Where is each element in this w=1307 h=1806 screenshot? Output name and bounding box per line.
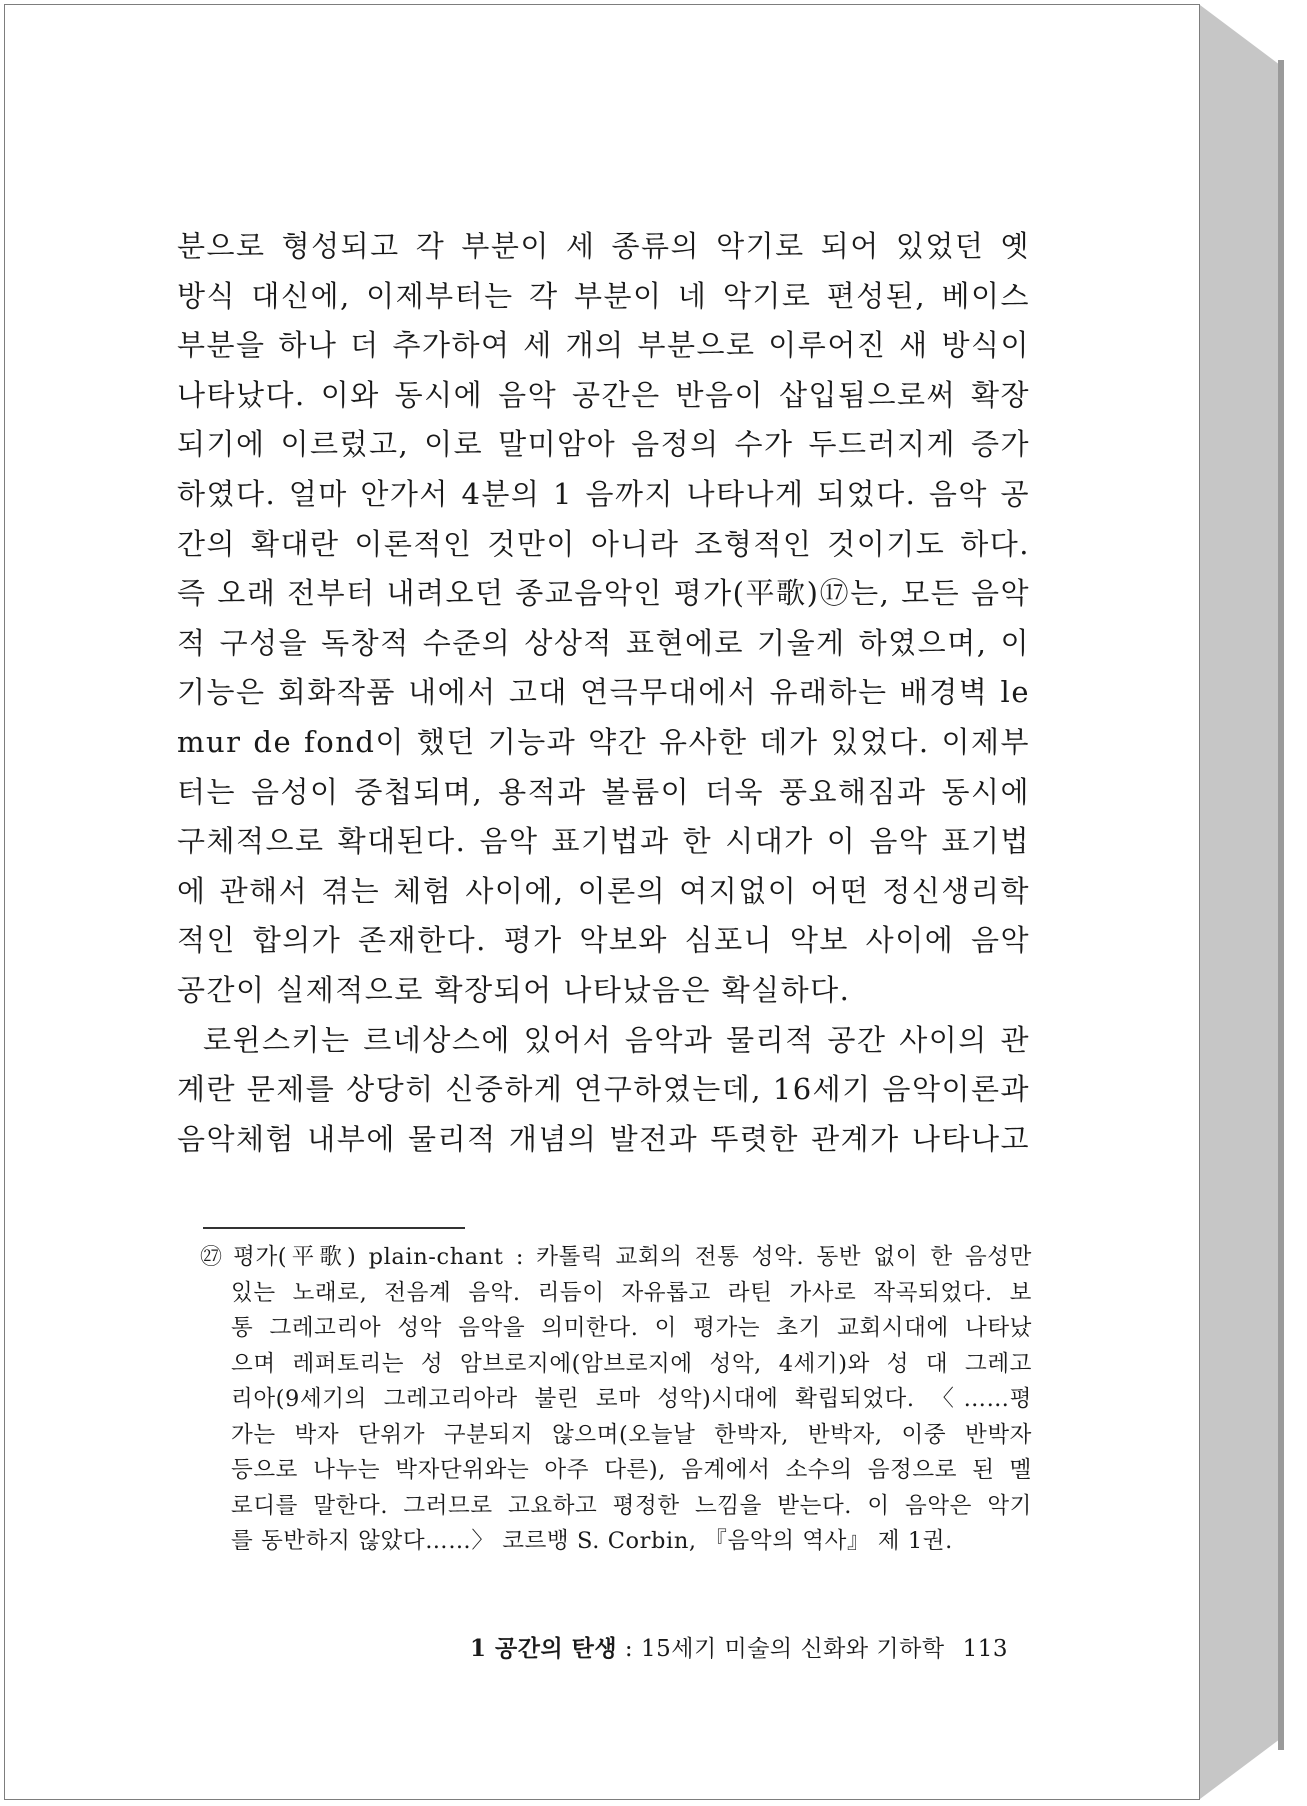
footnote: [200, 1240, 1032, 1560]
footnote-line: [200, 1240, 1032, 1276]
footnote-divider: [203, 1227, 465, 1229]
book-edge-shadow: [1200, 5, 1280, 1799]
text-line: 적인 합의가 존재한다. 평가 악보와 심포니 악보 사이에 음악: [177, 923, 1030, 958]
text-line: 분으로 형성되고 각 부분이 세 종류의 악기로 되어 있었던 옛: [177, 229, 1030, 263]
text-line: 하였다. 얼마 안가서 4분의 1 음까지 나타나게 되었다. 음악 공: [177, 476, 1030, 511]
footnote-line: 가는 박자 단위가 구분되지 않으며(오늘날 한박자, 반박자, 이중 반박자: [231, 1421, 1032, 1448]
footnote-line: 로디를 말한다. 그러므로 고요하고 평정한 느낌을 받는다. 이 음악은 악기: [231, 1492, 1032, 1519]
footer-chapter: 1 공간의 탄생: [470, 1635, 618, 1662]
running-footer: [470, 1630, 1008, 1670]
footnote-marker: ㉗: [200, 1245, 228, 1270]
footnote-line: 으며 레퍼토리는 성 암브로지에(암브로지에 성악, 4세기)와 성 대 그레고: [231, 1350, 1032, 1377]
footnote-line: 리아(9세기의 그레고리아라 불린 로마 성악)시대에 확립되었다. 〈……평: [231, 1386, 1032, 1412]
text-line: 로윈스키는 르네상스에 있어서 음악과 물리적 공간 사이의 관: [203, 1022, 1030, 1057]
text-line: 음악체험 내부에 물리적 개념의 발전과 뚜렷한 관계가 나타나고: [177, 1121, 1030, 1156]
text-line: 기능은 회화작품 내에서 고대 연극무대에서 유래하는 배경벽 le: [177, 675, 1030, 710]
text-line: 되기에 이르렀고, 이로 말미암아 음정의 수가 두드러지게 증가: [177, 427, 1030, 462]
body-text: [177, 222, 1030, 1164]
text-line: 즉 오래 전부터 내려오던 종교음악인 평가(平歌)⑰는, 모든 음악: [177, 576, 1030, 611]
footnote-line: 등으로 나누는 박자단위와는 아주 다른), 음계에서 소수의 음정으로 된 멜: [231, 1457, 1032, 1483]
footnote-line: 있는 노래로, 전음계 음악. 리듬이 자유롭고 라틴 가사로 작곡되었다. 보: [231, 1279, 1032, 1306]
text-line: mur de fond이 했던 기능과 약간 유사한 데가 있었다. 이제부: [177, 724, 1030, 759]
text-line: 공간이 실제적으로 확장되어 나타났음은 확실하다.: [177, 972, 851, 1007]
text-line: 적 구성을 독창적 수준의 상상적 표현에로 기울게 하였으며, 이: [177, 625, 1030, 660]
text-line: 부분을 하나 더 추가하여 세 개의 부분으로 이루어진 새 방식이: [177, 328, 1030, 363]
text-line: 방식 대신에, 이제부터는 각 부분이 네 악기로 편성된, 베이스: [177, 278, 1030, 313]
footnote-text: 평가(平歌) plain-chant : 카톨릭 교회의 전통 성악. 동반 없이 한 음성만: [233, 1244, 1032, 1270]
text-line: 에 관해서 겪는 체험 사이에, 이론의 여지없이 어떤 정신생리학: [177, 873, 1030, 908]
text-line: 계란 문제를 상당히 신중하게 연구하였는데, 16세기 음악이론과: [177, 1072, 1030, 1107]
text-line: 간의 확대란 이론적인 것만이 아니라 조형적인 것이기도 하다.: [177, 526, 1030, 561]
text-line: 터는 음성이 중첩되며, 용적과 볼륨이 더욱 풍요해짐과 동시에: [177, 774, 1030, 809]
footnote-line: 통 그레고리아 성악 음악을 의미한다. 이 평가는 초기 교회시대에 나타났: [231, 1315, 1032, 1341]
page-number: 113: [962, 1636, 1008, 1662]
footnote-line: 를 동반하지 않았다……〉 코르뱅 S. Corbin, 『음악의 역사』 제 1권.: [231, 1528, 953, 1554]
text-line: 나타났다. 이와 동시에 음악 공간은 반음이 삽입됨으로써 확장: [177, 377, 1030, 412]
text-line: 구체적으로 확대된다. 음악 표기법과 한 시대가 이 음악 표기법: [177, 824, 1030, 859]
book-edge-shade: [1278, 60, 1284, 1750]
footer-subtitle: : 15세기 미술의 신화와 기하학: [617, 1636, 945, 1662]
